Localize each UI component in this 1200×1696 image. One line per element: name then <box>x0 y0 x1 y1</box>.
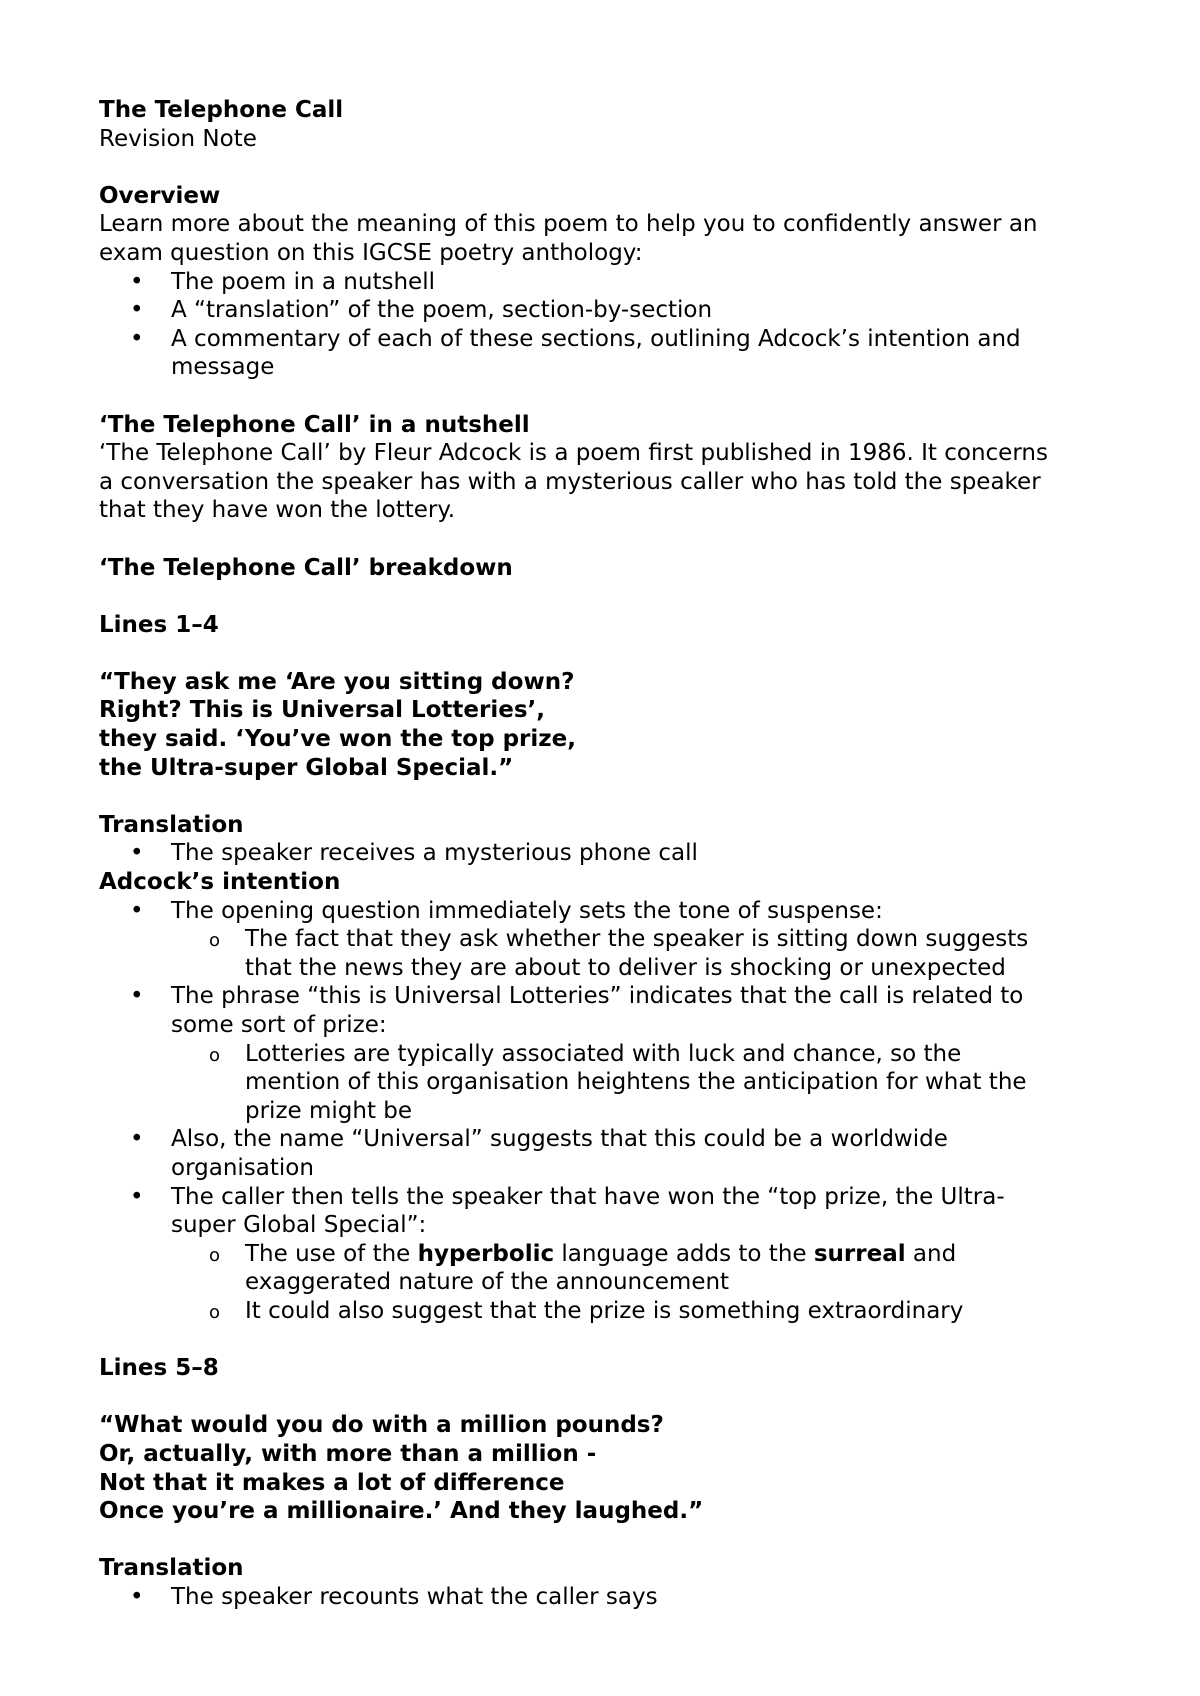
sub-list-item-text: prize might be <box>245 1097 413 1124</box>
list-item-text: The phrase “this is Universal Lotteries” indicates that the call is related to <box>171 983 1024 1010</box>
circle-bullet-icon: o <box>209 1244 221 1266</box>
list-item-text: A commentary of each of these sections, outlining Adcock’s intention and <box>171 325 1021 352</box>
sub-list-item-text: exaggerated nature of the announcement <box>245 1269 730 1296</box>
sub-list-item-text: Lotteries are typically associated with luck and chance, so the <box>245 1040 962 1067</box>
poem-quote-line: Once you’re a millionaire.’ And they laughed.” <box>99 1498 704 1525</box>
list-item <box>99 268 1119 297</box>
paragraph-line: that they have won the lottery. <box>99 497 456 524</box>
bullet-icon: • <box>130 268 144 295</box>
poem-quote-line: Right? This is Universal Lotteries’, <box>99 697 546 724</box>
sub-list-item <box>99 925 1119 982</box>
section-heading: Lines 1–4 <box>99 611 219 638</box>
list-item <box>99 1125 1119 1182</box>
list-item <box>99 1583 1119 1612</box>
sub-list-item-text: The fact that they ask whether the speaker is sitting down suggests <box>245 926 1029 953</box>
sub-list-item <box>99 1240 1119 1297</box>
bullet-icon: • <box>130 897 144 924</box>
circle-bullet-icon: o <box>209 1301 221 1323</box>
poem-quote-line: Not that it makes a lot of difference <box>99 1469 565 1496</box>
key-term: hyperbolic <box>417 1240 555 1267</box>
bullet-icon: • <box>130 1126 144 1153</box>
list-item-text: some sort of prize: <box>171 1012 387 1038</box>
list-item <box>99 982 1119 1039</box>
breakdown-heading: ‘The Telephone Call’ breakdown <box>99 554 513 581</box>
list-item-text: The speaker receives a mysterious phone call <box>171 840 698 867</box>
translation-heading: Translation <box>99 811 244 838</box>
list-item <box>99 296 1119 325</box>
bullet-icon: • <box>130 297 144 324</box>
paragraph-line: a conversation the speaker has with a mysterious caller who has told the speaker <box>99 468 1041 495</box>
list-item-text: The poem in a nutshell <box>171 268 435 295</box>
bullet-icon: • <box>130 1583 144 1610</box>
nutshell-heading: ‘The Telephone Call’ in a nutshell <box>99 411 530 438</box>
list-item-text: message <box>171 354 275 381</box>
text-run: language adds to the <box>554 1240 814 1267</box>
page-subtitle: Revision Note <box>99 125 257 152</box>
paragraph-line: ‘The Telephone Call’ by Fleur Adcock is a poem first published in 1986. It concerns <box>99 440 1048 467</box>
list-item <box>99 1183 1119 1240</box>
poem-quote-line: the Ultra-super Global Special.” <box>99 754 514 781</box>
sub-list-item-text <box>245 1240 1119 1269</box>
bullet-icon: • <box>130 325 144 352</box>
overview-intro-line: Learn more about the meaning of this poem to help you to confidently answer an <box>99 211 1038 238</box>
sub-list-item-text: mention of this organisation heightens the anticipation for what the <box>245 1069 1027 1096</box>
list-item-text: super Global Special”: <box>171 1212 427 1239</box>
text-run: The use of the <box>245 1240 418 1267</box>
sub-list-item-text: that the news they are about to deliver is shocking or unexpected <box>245 954 1006 981</box>
bullet-icon: • <box>130 1183 144 1210</box>
section-heading: Lines 5–8 <box>99 1355 219 1382</box>
sub-list-item-text: It could also suggest that the prize is something extraordinary <box>245 1297 964 1324</box>
list-item <box>99 839 1119 868</box>
bullet-icon: • <box>130 983 144 1010</box>
overview-heading: Overview <box>99 182 221 209</box>
poem-quote-line: “They ask me ‘Are you sitting down? <box>99 668 575 695</box>
poem-quote-line: Or, actually, with more than a million - <box>99 1440 597 1467</box>
list-item-text: A “translation” of the poem, section-by-section <box>171 297 713 324</box>
bullet-icon: • <box>130 840 144 867</box>
page-title: The Telephone Call <box>99 97 344 123</box>
translation-heading: Translation <box>99 1555 244 1582</box>
circle-bullet-icon: o <box>209 930 221 952</box>
list-item-text: The speaker recounts what the caller says <box>171 1583 658 1610</box>
list-item <box>99 325 1119 382</box>
list-item-text: organisation <box>171 1154 314 1181</box>
document-page <box>99 96 1119 1611</box>
poem-quote-line: they said. ‘You’ve won the top prize, <box>99 726 576 753</box>
list-item-text: Also, the name “Universal” suggests that this could be a worldwide <box>171 1126 948 1153</box>
poem-quote-line: “What would you do with a million pounds? <box>99 1412 664 1439</box>
circle-bullet-icon: o <box>209 1044 221 1066</box>
intention-heading: Adcock’s intention <box>99 869 341 896</box>
list-item <box>99 897 1119 926</box>
text-run: and <box>905 1240 957 1267</box>
list-item-text: The opening question immediately sets the tone of suspense: <box>171 897 883 924</box>
sub-list-item <box>99 1297 1119 1326</box>
list-item-text: The caller then tells the speaker that have won the “top prize, the Ultra- <box>171 1183 1005 1210</box>
overview-intro-line: exam question on this IGCSE poetry anthology: <box>99 239 643 266</box>
key-term: surreal <box>813 1240 906 1267</box>
sub-list-item <box>99 1040 1119 1126</box>
